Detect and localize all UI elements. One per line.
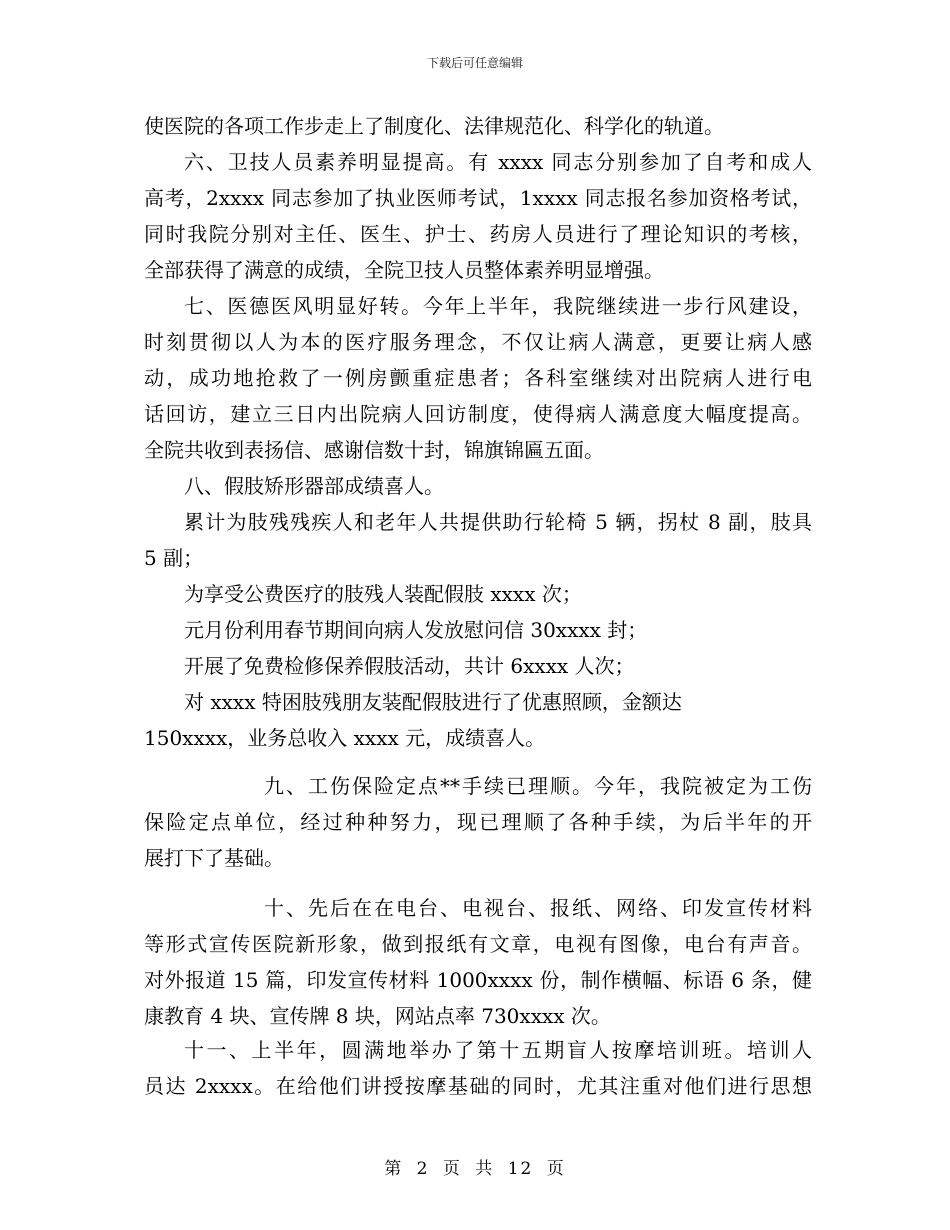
- text-line: 动，成功地抢救了一例房颤重症患者；各科室继续对出院病人进行电: [144, 366, 812, 390]
- text-line: 员达 2xxxx。在给他们讲授按摩基础的同时，尤其注重对他们进行思想: [144, 1074, 812, 1098]
- text-line: 累计为肢残残疾人和老年人共提供助行轮椅 5 辆，拐杖 8 副，肢具: [184, 510, 812, 534]
- text-line: 全部获得了满意的成绩，全院卫技人员整体素养明显增强。: [144, 258, 664, 282]
- text-line: 七、医德医风明显好转。今年上半年，我院继续进一步行风建设，: [184, 294, 812, 318]
- page-number: 第 2 页 共 12 页: [384, 1159, 566, 1179]
- text-line: 高考，2xxxx 同志参加了执业医师考试，1xxxx 同志报名参加资格考试，: [144, 186, 812, 210]
- text-line: 十一、上半年，圆满地举办了第十五期盲人按摩培训班。培训人: [184, 1038, 812, 1062]
- text-line: 为享受公费医疗的肢残人装配假肢 xxxx 次；: [184, 582, 582, 606]
- text-line: 5 副；: [144, 546, 204, 570]
- text-line: 六、卫技人员素养明显提高。有 xxxx 同志分别参加了自考和成人: [184, 150, 812, 174]
- page-header-note: 下载后可任意编辑: [426, 56, 523, 70]
- text-line: 等形式宣传医院新形象，做到报纸有文章，电视有图像，电台有声音。: [144, 932, 812, 956]
- text-line: 150xxxx，业务总收入 xxxx 元，成绩喜人。: [144, 726, 546, 750]
- text-line: 展打下了基础。: [144, 846, 284, 870]
- text-line: 对 xxxx 特困肢残朋友装配假肢进行了优惠照顾，金额达: [184, 690, 682, 714]
- text-line: 对外报道 15 篇，印发宣传材料 1000xxxx 份，制作横幅、标语 6 条，健: [144, 968, 812, 992]
- text-line: 使医院的各项工作步走上了制度化、法律规范化、科学化的轨道。: [144, 114, 724, 138]
- text-line: 时刻贯彻以人为本的医疗服务理念，不仅让病人满意，更要让病人感: [144, 330, 812, 354]
- text-line: 话回访，建立三日内出院病人回访制度，使得病人满意度大幅度提高。: [144, 402, 812, 426]
- text-line: 保险定点单位，经过种种努力，现已理顺了各种手续，为后半年的开: [144, 810, 812, 834]
- text-line: 康教育 4 块、宣传牌 8 块，网站点率 730xxxx 次。: [144, 1004, 611, 1028]
- text-line: 同时我院分别对主任、医生、护士、药房人员进行了理论知识的考核，: [144, 222, 812, 246]
- text-line: 开展了免费检修保养假肢活动，共计 6xxxx 人次；: [184, 654, 635, 678]
- text-line: 九、工伤保险定点**手续已理顺。今年，我院被定为工伤: [264, 774, 812, 798]
- text-line: 全院共收到表扬信、感谢信数十封，锦旗锦匾五面。: [144, 438, 604, 462]
- text-line: 八、假肢矫形器部成绩喜人。: [184, 474, 444, 498]
- text-line: 元月份利用春节期间向病人发放慰问信 30xxxx 封；: [184, 618, 648, 642]
- text-line: 十、先后在在电台、电视台、报纸、网络、印发宣传材料: [264, 896, 812, 920]
